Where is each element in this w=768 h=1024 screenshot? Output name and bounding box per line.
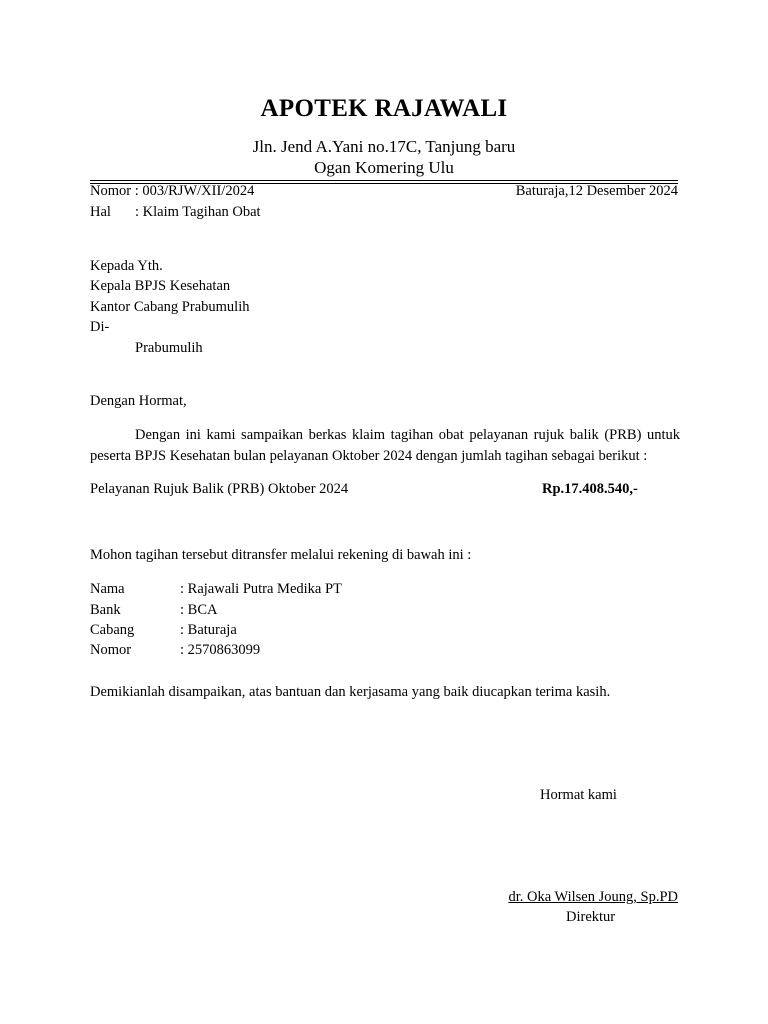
account-label-name: Nama [90, 581, 125, 597]
recipient-line-4: Di- [90, 319, 110, 335]
account-value-number: : 2570863099 [180, 642, 261, 658]
header-rule-top [90, 180, 678, 181]
account-value-bank: : BCA [180, 602, 218, 618]
signatory-title: Direktur [566, 909, 616, 925]
recipient-city: Prabumulih [135, 340, 203, 356]
recipient-line-3: Kantor Cabang Prabumulih [90, 299, 250, 315]
transfer-request: Mohon tagihan tersebut ditransfer melalui rekening di bawah ini : [90, 547, 472, 563]
signature-salutation: Hormat kami [540, 787, 617, 803]
account-label-bank: Bank [90, 602, 121, 618]
account-label-branch: Cabang [90, 622, 135, 638]
address-line-2: Ogan Komering Ulu [314, 158, 454, 177]
place-date: Baturaja,12 Desember 2024 [515, 183, 678, 199]
account-value-branch: : Baturaja [180, 622, 237, 638]
letter-number: Nomor : 003/RJW/XII/2024 [90, 183, 255, 199]
signatory-name: dr. Oka Wilsen Joung, Sp.PD [508, 889, 678, 905]
subject-value: : Klaim Tagihan Obat [135, 204, 261, 220]
recipient-line-2: Kepala BPJS Kesehatan [90, 278, 231, 294]
account-label-number: Nomor [90, 642, 132, 658]
subject-label: Hal [90, 204, 111, 220]
recipient-line-1: Kepada Yth. [90, 258, 163, 274]
service-amount: Rp.17.408.540,- [542, 481, 638, 497]
closing-sentence: Demikianlah disampaikan, atas bantuan dan kerjasama yang baik diucapkan terima kasih. [90, 684, 611, 700]
address-line-1: Jln. Jend A.Yani no.17C, Tanjung baru [252, 137, 516, 156]
intro-paragraph-text: Dengan ini kami sampaikan berkas klaim tagihan obat pelayanan rujuk balik (PRB) untuk peserta BPJS Kesehatan bulan pelayanan Oktober 2024 dengan jumlah tagihan sebagai berikut : [90, 427, 680, 464]
account-value-name: : Rajawali Putra Medika PT [180, 581, 342, 597]
company-name: APOTEK RAJAWALI [260, 95, 508, 122]
intro-paragraph [90, 425, 680, 467]
service-label: Pelayanan Rujuk Balik (PRB) Oktober 2024 [90, 481, 349, 497]
greeting: Dengan Hormat, [90, 393, 187, 409]
